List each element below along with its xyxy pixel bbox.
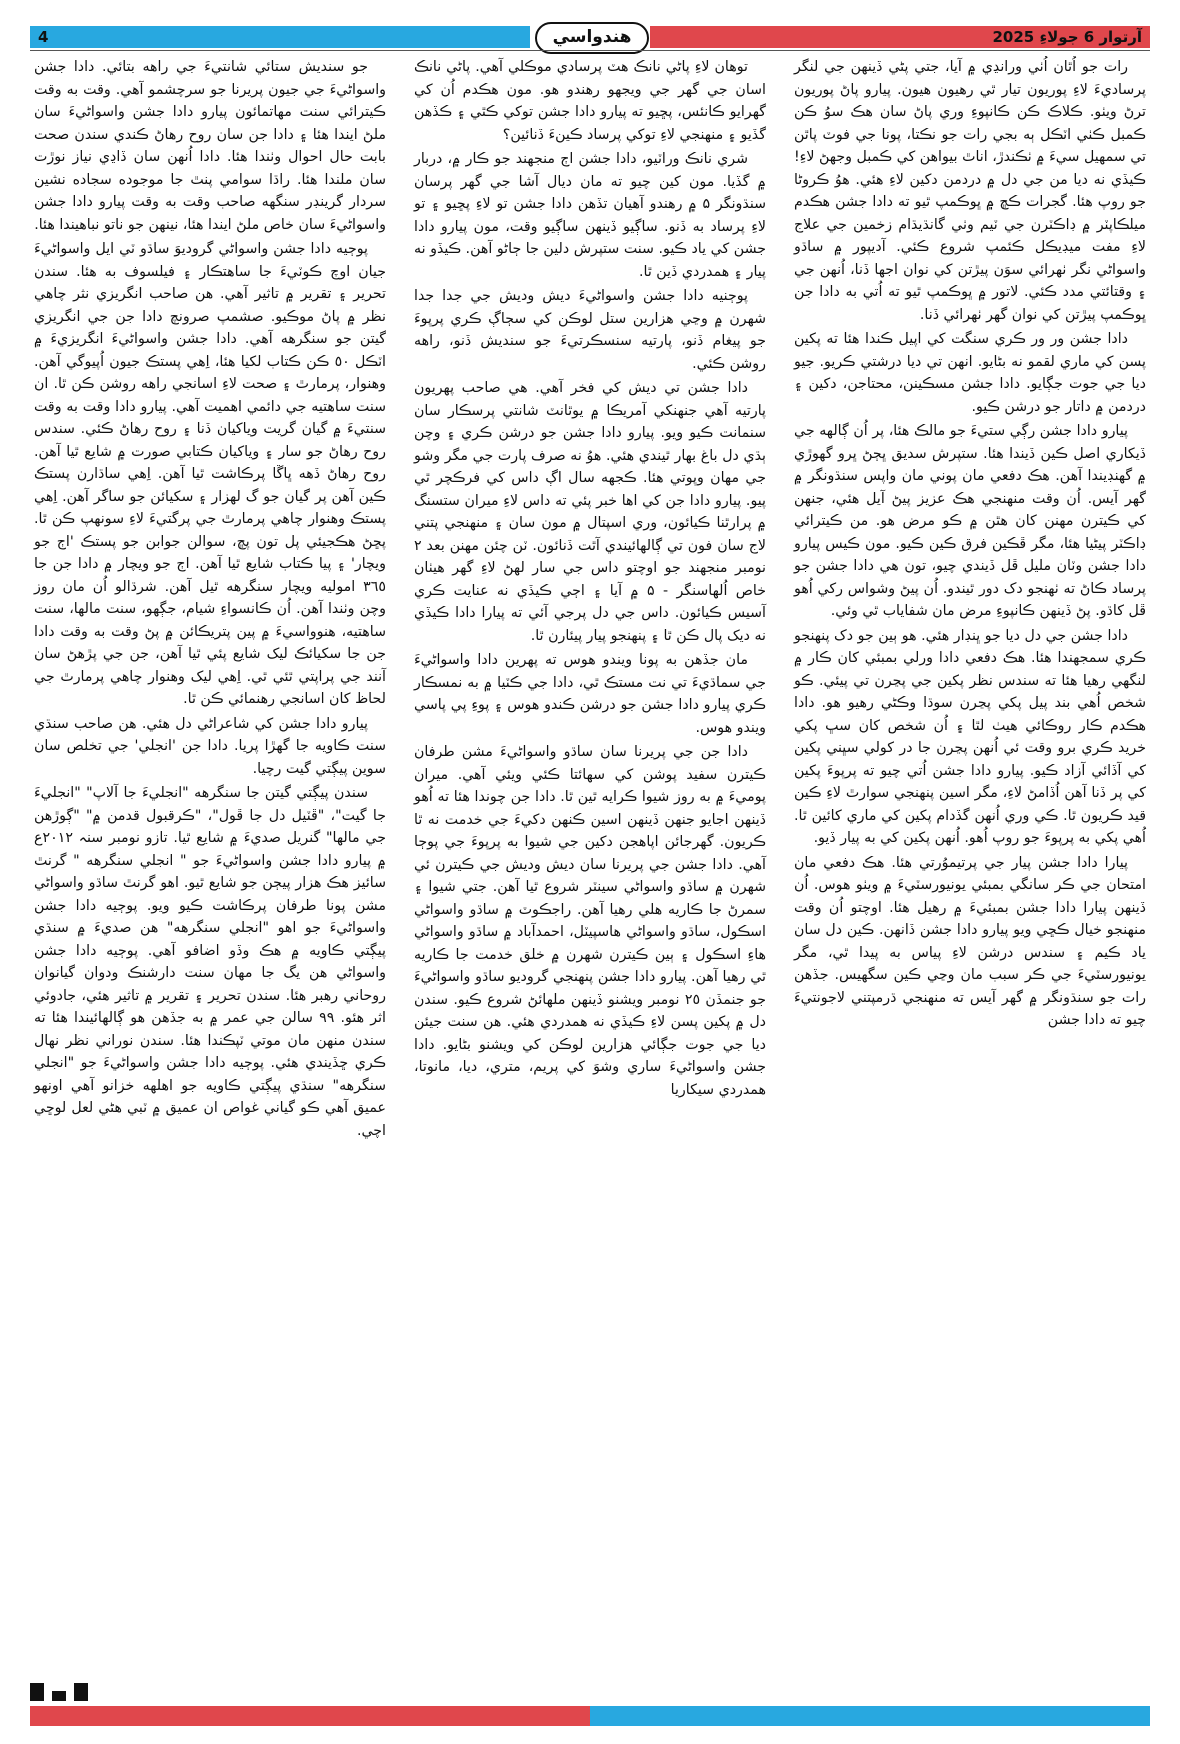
header-bar-blue (30, 26, 530, 48)
paragraph: شري نانڪ وراٽيو، دادا جشن اڄ منجهند جو ڪار ۾، دربار ۾ گڏيا. مون کين چيو ته مان ديال آشا جي گهر پرسان سنڌونگر ۵ ۾ رهندو آهيان تڏهن دادا جشن تو لاءِ پڇيو ۽ تو لاءِ پرساد به ڏنو. ساڳيو ڏينهن ساڳيو وقت، مون پيارو دادا جشن کي ياد ڪيو. سنت ستپرش دلين جا ڄاڻو آهن. ڪيڏو نه پيار ۽ همدردي ڏين ٿا. (414, 151, 766, 280)
paragraph: پيارو دادا جشن کي شاعراڻي دل هئي. هن صاحب سنڌي سنت ڪاويه جا گهڙا پريا. دادا جن 'انجلي' جي تخلص سان سوين پيڳتي گيت رچيا. (34, 715, 386, 777)
article-columns (30, 56, 1150, 1696)
paragraph: دادا جشن تي ديش کي فخر آهي. هي صاحب پهريون پارتيه آهي جنهنکي آمريڪا ۾ يوٿانٽ شانتي پرسڪار سان سنمانت ڪيو ويو. پيارو دادا جشن جو درشن ڪري ۽ وچن ٻڌي دل باغ بهار ٿيندي هئي. هوُ نه صرف پارت جي مگر وشو جي مهان وپوتي هئا. ڪجهه سال اڳ داس کي فرڪچر ٿي پيو. پيارو دادا جن کي اها خبر پئي ته داس لاءِ ميران ستسنگ ۾ پرارٿنا ڪيائون، وري اسپتال ۾ مون سان ۽ منهنجي پتني لاج سان فون تي ڳالهائيندي آٿت ڏنائون. ٽن چئن مهنن بعد ٢ نومبر منجهند جو اوچتو داس جي سار لهڻ لاءِ گهر هيٺان خاص اُلهاسنگر - ۵ ۾ آيا ۽ اڄي ڪيڏي نه عنايت ڪري آسيس ڪيائون. داس جي دل پرجي آئي ته پيارا دادا ڪيڏي نه ديک پال ڪن ٿا ۽ پنهنجو پيار پيئارن ٿا. (414, 380, 767, 644)
paragraph: دادا جشن جي دل ديا جو ڀنڊار هئي. هو ٻين جو دک پنهنجو ڪري سمجهندا هئا. هڪ دفعي دادا ورلي بمبئي کان ڪار ۾ لنگهي رهيا هئا ته سندس نظر پکين جي پڃرن تي پيئي. ڪو شخص اُهي بند پيل پکي پڃرن سوڌا وڪڻي رهيو هو. دادا هڪدم ڪار روڪائي هيٺ لٿا ۽ اُن شخص کان سڀ پکي خريد ڪري برو وقت ئي اُنهن پڃرن جا در کولي سڀني پکين کي آڏائي آزاد ڪيو. پيارو دادا جشن اُتي چيو ته پرپوءَ پکين کي پر ڏنا آهن اُڏامڻ لاءِ، مگر اسين پنهنجي سوارٿ لاءِ ڪين قيد ڪريون ٿا. ڪي وري اُنهن گڏدام پکين کي ماري کائين ٿا. اُهي پکي به پرپوءَ جو روپ اُهو. اُنهن پکين کي به پيار ڏيو. (794, 627, 1146, 846)
paragraph: توهان لاءِ پاڻي نانڪ هٽ پرسادي موڪلي آهي. پاڻي نانڪ اسان جي گهر جي ويجهو رهندو هو. مون هڪدم اُن کي گهرايو ڪانئس، پڇيو ته پيارو دادا جشن توکي ڪٿي ۽ ڪڏهن گڏيو ۽ منهنجي لاءِ توکي پرساد ڪينءَ ڏنائين؟ (414, 59, 766, 143)
paragraph: پوڄنيه دادا جشن واسواڻيءَ ديش وديش جي جدا جدا شهرن ۾ وڃي هزارين ستل لوڪن کي سڄاڳ ڪري پرپوءَ جو پيغام ڏنو، پارتيه سنسڪرتيءَ جو سنديش ڏنو، راهه روشن ڪئي. (414, 288, 766, 372)
paragraph: رات جو اُٿان اُٺي ورانڍي ۾ آيا، جتي پڻي ڏينهن جي لنگر پرساديءَ لاءِ پوريون تيار ٿي رهيون هيون. پيارو پاڻ پوريون ترڻ ويٺو. ڪلاڪ ڪن ڪانپوءِ وري پاڻ سان هڪ سوُ ڪن ڪمبل ڪٺي اٽڪل ٻه بجي رات جو نڪتا، پونا جي فوٽ پاٿن تي سمهيل سيءَ ۾ ٺڪندڙ، اناٿ بيواهن کي ڪمبل وجهڻ لاءِ! ڪيڏي نه ديا من جي دل ۾ دردمن دکين لاءِ هئي. هوُ ڪروڻا جو روپ هئا. گجرات ڪڇ ۾ ڀوڪمپ ٿيو ته دادا جشن هڪدم ميلڪاپٽر ۾ ڊاڪٽرن جي ٽيم وٺي گانڌيڌام زخمين جي علاج لاءِ مفت ميڊيڪل ڪئمپ شروع ڪئي. آديپور ۾ ساڌو واسواڻي نگر ٺهرائي سوَن پيڙتن کي نوان اجها ڏنا، اُنهن جي ۽ وقتائتي مدد ڪئي. لاتور ۾ ڀوڪمپ ٿيو ته اُتي به دادا جن ڀوڪمپ پيڙتن کي نوان گهر ٺهرائي ڏنا. (794, 59, 1146, 323)
column-right (790, 56, 1150, 1696)
page-number: 4 (38, 28, 49, 46)
paragraph: دادا جشن ور ور ڪري سنگت کي اپيل ڪندا هئا ته پکين پسن کي ماري لقمو نه بڻايو. انهن تي ديا درشتي ڪريو. جيو ديا جي جوت جڳايو. دادا جشن مسڪينن، محتاجن، دکين ۽ دردمن ۾ داتار جو درشن ڪيو. (794, 331, 1146, 415)
paragraph: مان جڏهن به پونا ويندو هوس ته پهرين دادا واسواڻيءَ جي سماڌيءَ تي نت مستڪ ٿي، دادا جي ڪٽيا ۾ به نمسڪار ڪري پيارو دادا جشن جو درشن ڪندو هوس ۽ پوءِ پي پاسي ويندو هوس. (414, 652, 766, 736)
newspaper-logo: هندواسي (535, 22, 649, 54)
paragraph: سندن پيڳتي گيتن جا سنگرهه "انجليءَ جا آلاپ" "انجليءَ جا گيت"، "ڦٽيل دل جا ڦول"، "ڪرقبول قدمن ۾" "ڳوڙهن جي مالها" گنريل صديءَ ۾ شايع ٿيا. تازو نومبر سنہ ٢٠١٢ع ۾ پيارو دادا جشن واسواڻيءَ جو " انجلي سنگرهه " گرنٿ سائيز هڪ هزار پيڄن جو شايع ٿيو. اهو گرنٿ ساڌو واسواڻي مشن پونا طرفان پرڪاشت ڪيو ويو. پوڄيه دادا جشن واسواڻيءَ جو اهو "انجلي سنگرهه" هن صديءَ ۾ سنڌي پيڳتي ڪاويه ۾ هڪ وڏو اضافو آهي. پوڄيه دادا جشن واسواڻي هن يگ جا مهان سنت دارشنڪ ودوان گيانوان روحاني رهبر هئا. سندن تحرير ۽ تقرير ۾ تاثير هئي، جادوئي اثر هئو. ٩٩ سالن جي عمر ۾ به جڏهن هو ڳالهائيندا هئا ته سندن منهن مان موتي ٽپڪندا هئا. سندن نوراني نظر نهال ڪري ڇڏيندي هئي. پوڄيه دادا جشن واسواڻيءَ جو "انجلي سنگرهه" سنڌي پيڳتي ڪاويه جو اهلهه خزانو آهي اونهو عميق آهي ڪو گياني غواص ان عميق ۾ ٽبي هڻي لعل لوڇي اچي. (34, 785, 386, 1139)
footer-bar-blue (590, 1706, 1150, 1726)
paragraph: دادا جن جي پريرنا سان ساڌو واسواڻيءَ مشن طرفان ڪيترن سفيد پوشن کي سهائتا ڪئي ويئي آهي. ميران پوميءَ ۾ به روز شيوا ڪرايه ٿين ٿا. دادا جن چوندا هئا ته اُهو ڏينهن اجايو جنهن ڏينهن اسين ڪنهن دکيءَ جي خدمت نه ٿا ڪريون. گهرجائن اپاهجن دکين جي شيوا به پرپوءَ جي پوڄا آهي. دادا جشن جي پريرنا سان ديش وديش جي ڪيترن ئي شهرن ۾ ساڌو واسواڻي سينٽر شروع ٿيا آهن. جتي شيوا ۽ سمرڻ جا ڪاريه هلي رهيا آهن. راجڪوٽ ۾ ساڌو واسواڻي اسڪول، ساڌو واسواڻي هاسپيٽل، احمدآباد ۾ ساڌو واسواڻي هاءِ اسڪول ۽ ٻين ڪيترن شهرن ۾ خلق خدمت جا ڪاريه ٿي رهيا آهن. پيارو دادا جشن پنهنجي گروديو ساڌو واسواڻيءَ جو جنمڏن ٢٥ نومبر ويشنو ڏينهن ملهائڻ شروع ڪيو. سندن دل ۾ پکين پسن لاءِ ڪيڏي نه همدردي هئي. هن سنت جيئن ديا جي جوت جڳائي هزارين لوڪن کي ويشنو بڻايو. دادا جشن واسواڻيءَ ساري وشوَ کي پريم، متري، ديا، مانوتا، همدردي سيکاريا (414, 744, 767, 1098)
paragraph: پوڄيه دادا جشن واسواڻي گروديوَ ساڌو ٽي ايل واسواڻيءَ جيان اوچ ڪوٽيءَ جا ساهتڪار ۽ فيلسوف به هئا. سندن تحرير ۽ تقرير ۾ تاثير آهي. هن صاحب انگريزي نثر چاهي نظر ۾ پاڻ موڪيو. صشمپ صرونچ دادا جن جي انگريزي گيتن جو سنگرهه آهي. دادا جشن واسواڻيءَ انگريزيءَ ۾ اٽڪل ٥٠ ڪن ڪتاب لکيا هئا، اِهي پستڪ جيون اُپيوگي آهن. وهنوار، پرمارٿ ۽ صحت لاءِ اسانجي راهه روشن ڪن ٿا. ان سنت ساهتيه جي دائمي اهميت آهي. پيارو دادا وقت به وقت سنتيءَ ۾ گيان گريت وياکيان ڏنا ۽ روح رهاڻ ڪئي. سندس روح رهاڻ جو سار ۽ وياکيان ڪتابي صورت ۾ شايع ٿيا آهن. روح رهاڻ ڏهه ڀاڱا پرڪاشت ٿيا آهن. اِهي ساڌارن پستڪ ڪين آهن پر گيان جو گ لهزار ۽ سکيائن جو ساگر آهن. اِهي پستڪ وهنوار چاهي پرمارٿ جي پرگتيءَ لاءِ سونهپ ڪن ٿا. پڇڻ هڪجيئي پل تون پڇ، سوالن جوابن جو پستڪ 'اڄ جو ويچار' ۽ پيا ڪتاب شايع ٿيا آهن. اڄ جو ويچار ۾ دادا جن جا ٣٦٥ اموليه ويچار سنگرهه ٿيل آهن. شرڌالو اُن مان روز وچن وٺندا آهن. اُن ڪانسواءِ شيام، جڳهو، سنت مالها، سنت ساهتيه، هنوواسيءَ ۾ پين پتريڪائن ۾ پڻ وقت به وقت دادا جن جا سکيائڪ ليک شايع پئي ٿيا آهن، جن جي پڙهڻ سان آنند جي پراپتي ٿئي ٿي. اِهي ليک وهنوار چاهي پرمارٿ جي لحاظ کان اسانجي رهنمائي ڪن ٿا. (34, 241, 386, 707)
column-middle (410, 56, 770, 1696)
paragraph: پيارو دادا جشن رڳي ستيءَ جو مالڪ هئا، پر اُن ڳالهه جي ڏيکاري اصل ڪين ڏيندا هئا. ستپرش سديق ڀڄڻ ڀرو گهوڙي ۾ گهنڊيندا آهن. هڪ دفعي مان پوني مان واپس سنڌونگر ۾ گهر آيس. اُن وقت منهنجي هڪ عزيز پيڻ آيل هئي، جنهن کي ڪيترن مهنن کان هٿن ۾ ڪو مرض هو. من ڪيترائي ڊاڪٽر پيڻيا هئا، مگر ڦڪين فرق ڪين ڪيو. مون ڪيس پيارو دادا جشن وٽان مليل ڦل ڏيندي چيو، تون هي دادا جشن جو پرساد ڪاڻ ته ٺهنجو دک دور ٿيندو. اُن پيڻ وشواس رکي اُهو ڦل کاڌو. پڻ ڏينهن ڪانپوءِ مرض مان شفاياب ٿي وئي. (794, 423, 1146, 619)
header-rule (30, 50, 1150, 51)
paragraph: پيارا دادا جشن پيار جي پرتيموُرتي هئا. هڪ دفعي مان امتحان جي ڪر سانگي بمبئي يونيورسٽيءَ ۾ ويٺو هوس. اُن ڏينهن پيارا دادا جشن بمبئيءَ ۾ رهيل هئا. اوچتو اُن وقت منهنجو خيال ڪڇي ويو پيارو دادا جشن ڏانهن. ڪين دل سان ياد ڪيم ۽ سندس درشن لاءِ پياس به پيدا ٿي، مگر يونيورسٽيءَ جي ڪر سبب مان وڃي ڪين سگهيس. جڏهن رات جو سنڌونگر ۾ گهر آيس ته منهنجي ڌرمپتني لاجونتيءَ چيو ته دادا جشن (794, 854, 1146, 1028)
paragraph: جو سنديش ستائي شانتيءَ جي راهه بتائي. دادا جشن واسواڻيءَ جي جيون پريرنا جو سرچشمو آهي. وقت به وقت ڪيترائي سنت مهاتمائون پيارو دادا جشن واسواڻيءَ سان ملڻ ايندا هئا ۽ دادا جن سان روح رهاڻ ڪندي سندن صحت بابت حال احوال وٺندا هئا. دادا اُنهن سان ڏاڍي نياز نوڙت سان ملندا هئا. راڌا سوامي پنٿ جا موجوده سجاده نشين سردار گرينڊر سنگهه صاحب وقت به وقت پيارو دادا جشن واسواڻيءَ سان خاص ملڻ ايندا هئا، نينهن جو ناتو نباهيندا هئا. (34, 59, 386, 233)
end-ornament-icon (30, 1683, 88, 1701)
footer-bar-red (30, 1706, 590, 1726)
issue-date: آرتوار 6 جولاءِ 2025 (992, 28, 1142, 46)
page-footer (30, 1706, 1150, 1726)
page-header (30, 26, 1150, 48)
column-left (30, 56, 390, 1696)
